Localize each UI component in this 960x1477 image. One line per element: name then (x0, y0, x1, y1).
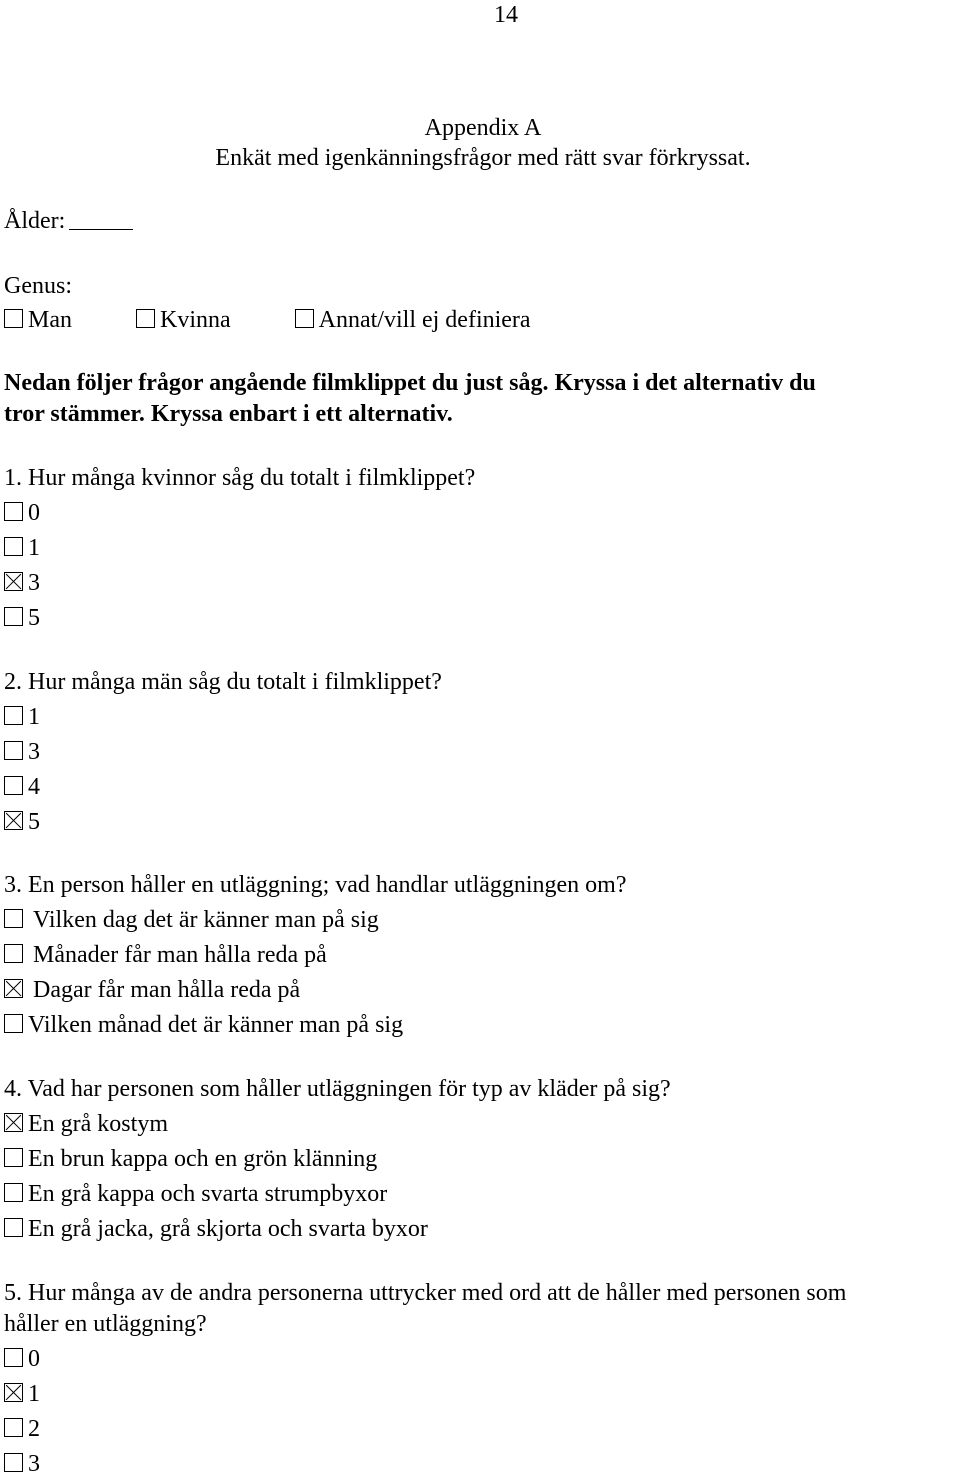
checkbox-icon[interactable] (4, 741, 23, 760)
question-3-text: 3. En person håller en utläggning; vad handlar utläggningen om? (4, 872, 627, 898)
q1-option-3[interactable]: 3 (4, 571, 40, 595)
checkbox-icon[interactable] (4, 537, 23, 556)
gender-options (4, 308, 531, 332)
gender-label: Genus: (4, 273, 72, 299)
gender-option-man[interactable]: Man (4, 307, 72, 333)
checkbox-icon[interactable] (4, 776, 23, 795)
checkbox-icon[interactable] (4, 1418, 23, 1437)
checked-checkbox-icon[interactable] (4, 811, 23, 830)
q5-option-3[interactable]: 3 (4, 1452, 40, 1476)
age-label: Ålder: (4, 208, 66, 234)
q2-option-3[interactable]: 3 (4, 740, 40, 764)
gender-option-other[interactable]: Annat/vill ej definiera (295, 307, 531, 333)
checked-checkbox-icon[interactable] (4, 572, 23, 591)
gender-option-kvinna[interactable]: Kvinna (136, 307, 231, 333)
q2-option-4[interactable]: 4 (4, 775, 40, 799)
checkbox-icon[interactable] (295, 309, 314, 328)
checkbox-icon[interactable] (136, 309, 155, 328)
question-5-text-line-1: 5. Hur många av de andra personerna uttrycker med ord att de håller med personen som (4, 1280, 847, 1306)
appendix-title: Appendix A (424, 115, 542, 141)
checkbox-icon[interactable] (4, 1453, 23, 1472)
checkbox-icon[interactable] (4, 1148, 23, 1167)
q1-option-0[interactable]: 0 (4, 501, 40, 525)
question-1-text: 1. Hur många kvinnor såg du totalt i filmklippet? (4, 465, 476, 491)
q3-option-a[interactable]: Vilken dag det är känner man på sig (4, 908, 379, 932)
checkbox-icon[interactable] (4, 706, 23, 725)
checkbox-icon[interactable] (4, 1183, 23, 1202)
q4-option-c[interactable]: En grå kappa och svarta strumpbyxor (4, 1182, 387, 1206)
age-blank-line[interactable] (69, 229, 133, 230)
checkbox-icon[interactable] (4, 909, 23, 928)
q3-option-d[interactable]: Vilken månad det är känner man på sig (4, 1013, 403, 1037)
q1-option-1[interactable]: 1 (4, 536, 40, 560)
checked-checkbox-icon[interactable] (4, 1113, 23, 1132)
checkbox-icon[interactable] (4, 607, 23, 626)
checked-checkbox-icon[interactable] (4, 979, 23, 998)
question-2-text: 2. Hur många män såg du totalt i filmklippet? (4, 669, 442, 695)
page-number: 14 (494, 2, 518, 28)
checkbox-icon[interactable] (4, 309, 23, 328)
question-5-text-line-2: håller en utläggning? (4, 1311, 207, 1337)
checkbox-icon[interactable] (4, 1218, 23, 1237)
q4-option-b[interactable]: En brun kappa och en grön klänning (4, 1147, 377, 1171)
checkbox-icon[interactable] (4, 502, 23, 521)
q4-option-d[interactable]: En grå jacka, grå skjorta och svarta byxor (4, 1217, 428, 1241)
checkbox-icon[interactable] (4, 1014, 23, 1033)
q4-option-a[interactable]: En grå kostym (4, 1112, 168, 1136)
q5-option-2[interactable]: 2 (4, 1417, 40, 1441)
q2-option-1[interactable]: 1 (4, 705, 40, 729)
q3-option-b[interactable]: Månader får man hålla reda på (4, 943, 327, 967)
q3-option-c[interactable]: Dagar får man hålla reda på (4, 978, 300, 1002)
checkbox-icon[interactable] (4, 944, 23, 963)
question-4-text: 4. Vad har personen som håller utläggningen för typ av kläder på sig? (4, 1076, 671, 1102)
q2-option-5[interactable]: 5 (4, 810, 40, 834)
q5-option-0[interactable]: 0 (4, 1347, 40, 1371)
instructions-line-2: tror stämmer. Kryssa enbart i ett alternativ. (4, 401, 453, 427)
q5-option-1[interactable]: 1 (4, 1382, 40, 1406)
q1-option-5[interactable]: 5 (4, 606, 40, 630)
checked-checkbox-icon[interactable] (4, 1383, 23, 1402)
checkbox-icon[interactable] (4, 1348, 23, 1367)
instructions-line-1: Nedan följer frågor angående filmklippet du just såg. Kryssa i det alternativ du (4, 370, 816, 396)
appendix-subtitle: Enkät med igenkänningsfrågor med rätt svar förkryssat. (215, 145, 751, 171)
age-field (4, 209, 133, 233)
